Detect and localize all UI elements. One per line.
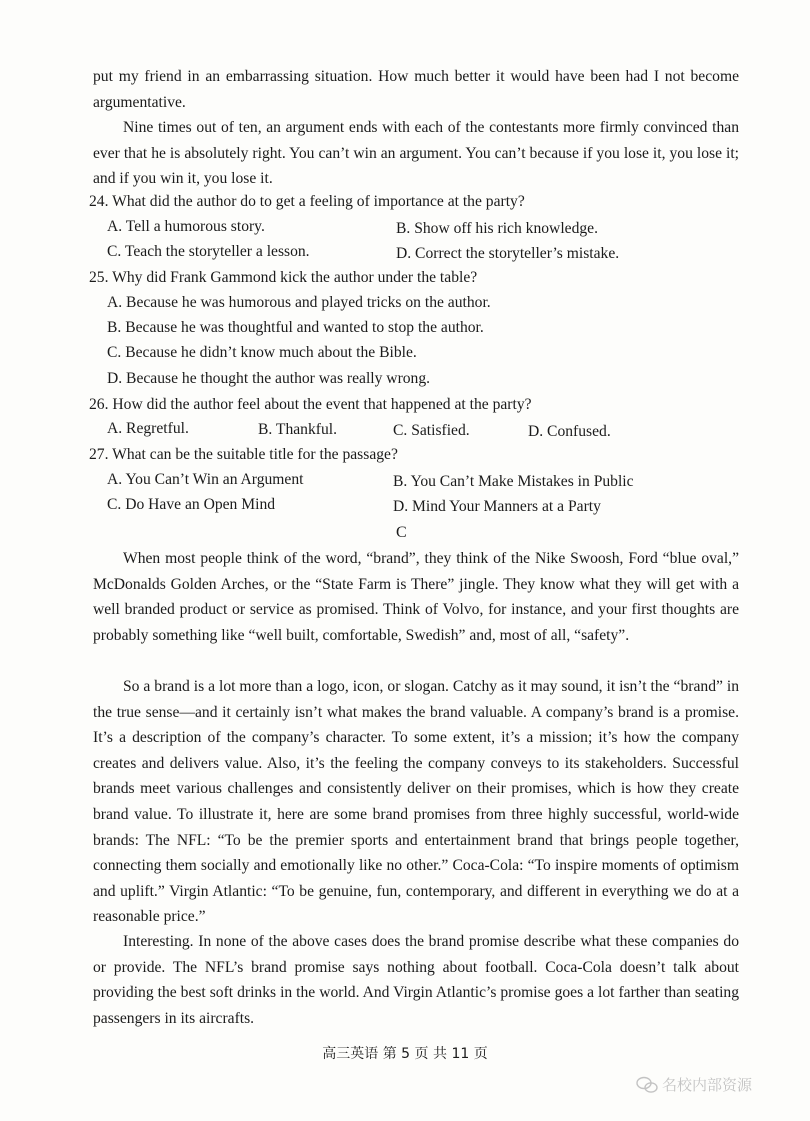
q27-option-b: B. You Can’t Make Mistakes in Public xyxy=(393,473,634,490)
q26-option-b: B. Thankful. xyxy=(258,421,337,438)
q26-option-c: C. Satisfied. xyxy=(393,422,470,439)
watermark-text: 名校内部资源 xyxy=(662,1076,753,1094)
q27-option-c: C. Do Have an Open Mind xyxy=(107,496,276,513)
q24-option-c: C. Teach the storyteller a lesson. xyxy=(107,243,310,260)
q26-option-a: A. Regretful. xyxy=(107,420,189,437)
q25-option-a: A. Because he was humorous and played tricks on the author. xyxy=(107,294,491,311)
q25-option-d: D. Because he thought the author was really wrong. xyxy=(107,370,431,387)
q27-option-a: A. You Can’t Win an Argument xyxy=(107,471,304,488)
wechat-icon xyxy=(636,1076,658,1094)
passage-c-paragraph-2: So a brand is a lot more than a logo, icon, or slogan. Catchy as it may sound, it isn’t the “brand” in the true sense—and it certainly isn’t what makes the brand valuable. A company’s brand is a promise. It’s a description of the company’s character. To some extent, it’s a mission; it’s how the company creates and delivers value. Also, it’s the feeling the company conveys to its stakeholders. Successful brands meet various challenges and consistently deliver on their promises, which is how they create brand value. To illustrate it, here are some brand promises from three highly successful, world-wide brands: The NFL: “To be the premier sports and entertainment brand that brings people together, connecting them socially and emotionally like no other.” Coca-Cola: “To inspire moments of optimism and uplift.” Virgin Atlantic: “To be genuine, fun, contemporary, and different in everything we do at a reasonable price.” xyxy=(93,678,739,926)
question-25: 25. Why did Frank Gammond kick the author under the table? xyxy=(89,269,478,286)
question-24: 24. What did the author do to get a feeling of importance at the party? xyxy=(89,193,525,210)
passage-b-paragraph-end: put my friend in an embarrassing situation. How much better it would have been had I not become argumentative. xyxy=(93,68,739,111)
q25-option-b: B. Because he was thoughtful and wanted to stop the author. xyxy=(107,319,484,336)
passage-b-conclusion: Nine times out of ten, an argument ends with each of the contestants more firmly convinced than ever that he is absolutely right. You can’t win an argument. You can’t because if you lose it, you lose it; and if you win it, you lose it. xyxy=(93,119,739,188)
q24-option-b: B. Show off his rich knowledge. xyxy=(396,220,598,237)
passage-c-paragraph-3: Interesting. In none of the above cases does the brand promise describe what these companies do or provide. The NFL’s brand promise says nothing about football. Coca-Cola doesn’t talk about providing the best soft drinks in the world. And Virgin Atlantic’s promise goes a lot farther than seating passengers in its aircrafts. xyxy=(93,933,739,1027)
q24-option-d: D. Correct the storyteller’s mistake. xyxy=(396,245,620,262)
q25-option-c: C. Because he didn’t know much about the Bible. xyxy=(107,344,417,361)
q24-option-a: A. Tell a humorous story. xyxy=(107,218,265,235)
question-27: 27. What can be the suitable title for the passage? xyxy=(89,446,398,463)
watermark xyxy=(636,1074,752,1095)
q26-option-d: D. Confused. xyxy=(528,423,611,440)
question-26: 26. How did the author feel about the event that happened at the party? xyxy=(89,396,532,413)
section-c-label: C xyxy=(396,524,407,541)
passage-c-paragraph-1: When most people think of the word, “brand”, they think of the Nike Swoosh, Ford “blue oval,” McDonalds Golden Arches, or the “State Farm is There” jingle. They know what they will get with a well branded product or service as promised. Think of Volvo, for instance, and your first thoughts are probably something like “well built, comfortable, Swedish” and, most of all, “safety”. xyxy=(93,550,739,644)
q27-option-d: D. Mind Your Manners at a Party xyxy=(393,498,601,515)
page-footer: 高三英语 第 5 页 共 11 页 xyxy=(322,1046,488,1062)
